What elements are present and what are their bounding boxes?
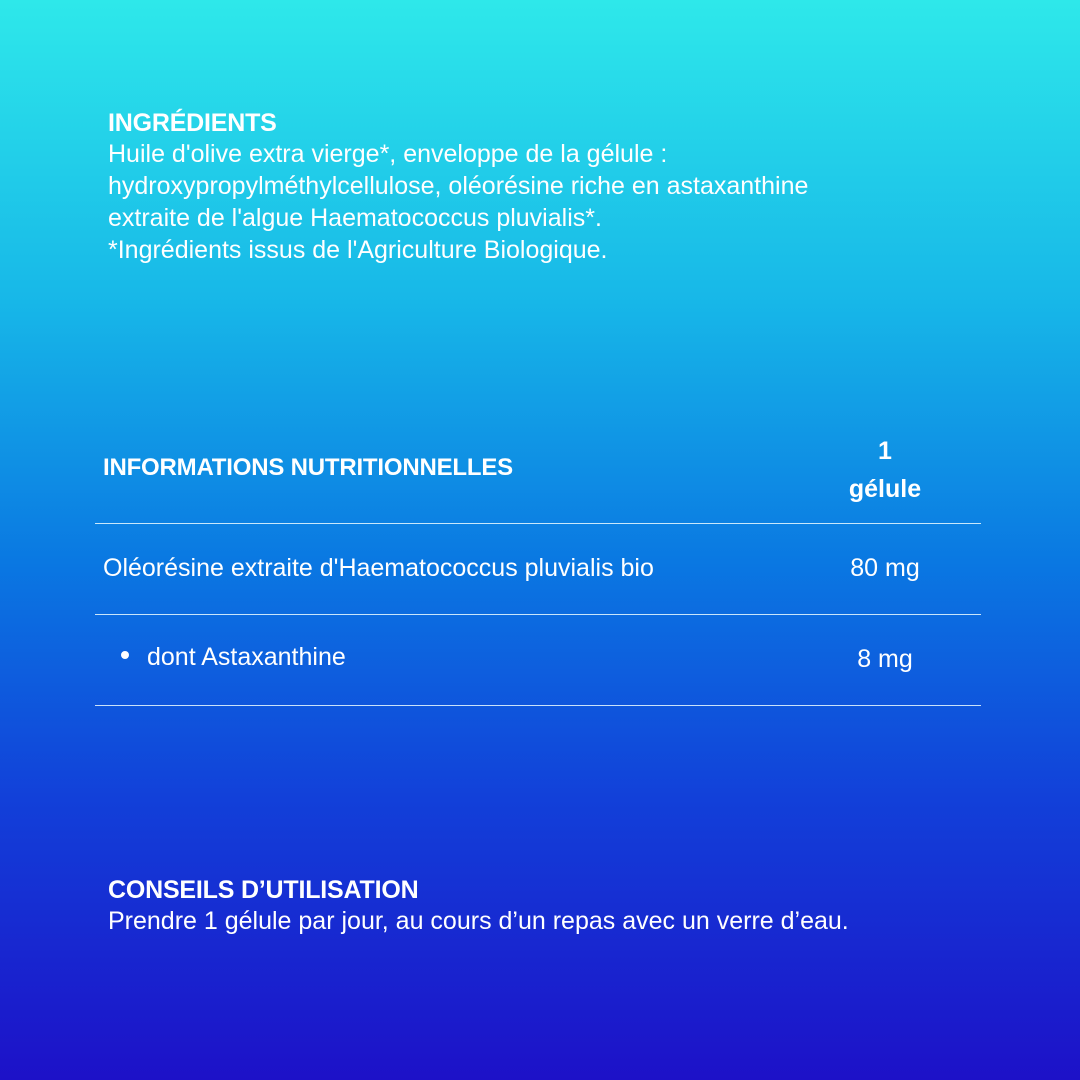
nutrient-sub-label-wrapper xyxy=(121,641,346,673)
ingredients-title: INGRÉDIENTS xyxy=(108,109,277,137)
usage-section xyxy=(108,875,972,937)
table-row xyxy=(95,615,981,706)
ingredients-footnote: *Ingrédients issus de l'Agriculture Biologique. xyxy=(108,236,608,264)
table-row xyxy=(95,524,981,615)
usage-text: Prendre 1 gélule par jour, au cours d’un repas avec un verre d’eau. xyxy=(108,907,849,935)
nutrient-value: 8 mg xyxy=(857,645,913,673)
ingredients-section xyxy=(108,108,988,266)
nutrient-label: dont Astaxanthine xyxy=(147,643,346,671)
nutrition-title: INFORMATIONS NUTRITIONNELLES xyxy=(103,454,513,481)
usage-title: CONSEILS D’UTILISATION xyxy=(108,876,419,904)
ingredients-line: extraite de l'algue Haematococcus pluvialis*. xyxy=(108,204,602,232)
serving-quantity: 1 xyxy=(878,437,892,465)
nutrient-label: Oléorésine extraite d'Haematococcus pluvialis bio xyxy=(103,554,654,582)
ingredients-line: hydroxypropylméthylcellulose, oléorésine riche en astaxanthine xyxy=(108,172,809,200)
nutrient-value: 80 mg xyxy=(850,554,920,582)
ingredients-line: Huile d'olive extra vierge*, enveloppe de la gélule : xyxy=(108,140,668,168)
nutrition-table xyxy=(95,428,981,706)
serving-unit: gélule xyxy=(848,475,922,503)
bullet-icon xyxy=(121,651,129,659)
nutrition-table-header xyxy=(95,428,981,524)
serving-column-header xyxy=(825,432,945,508)
